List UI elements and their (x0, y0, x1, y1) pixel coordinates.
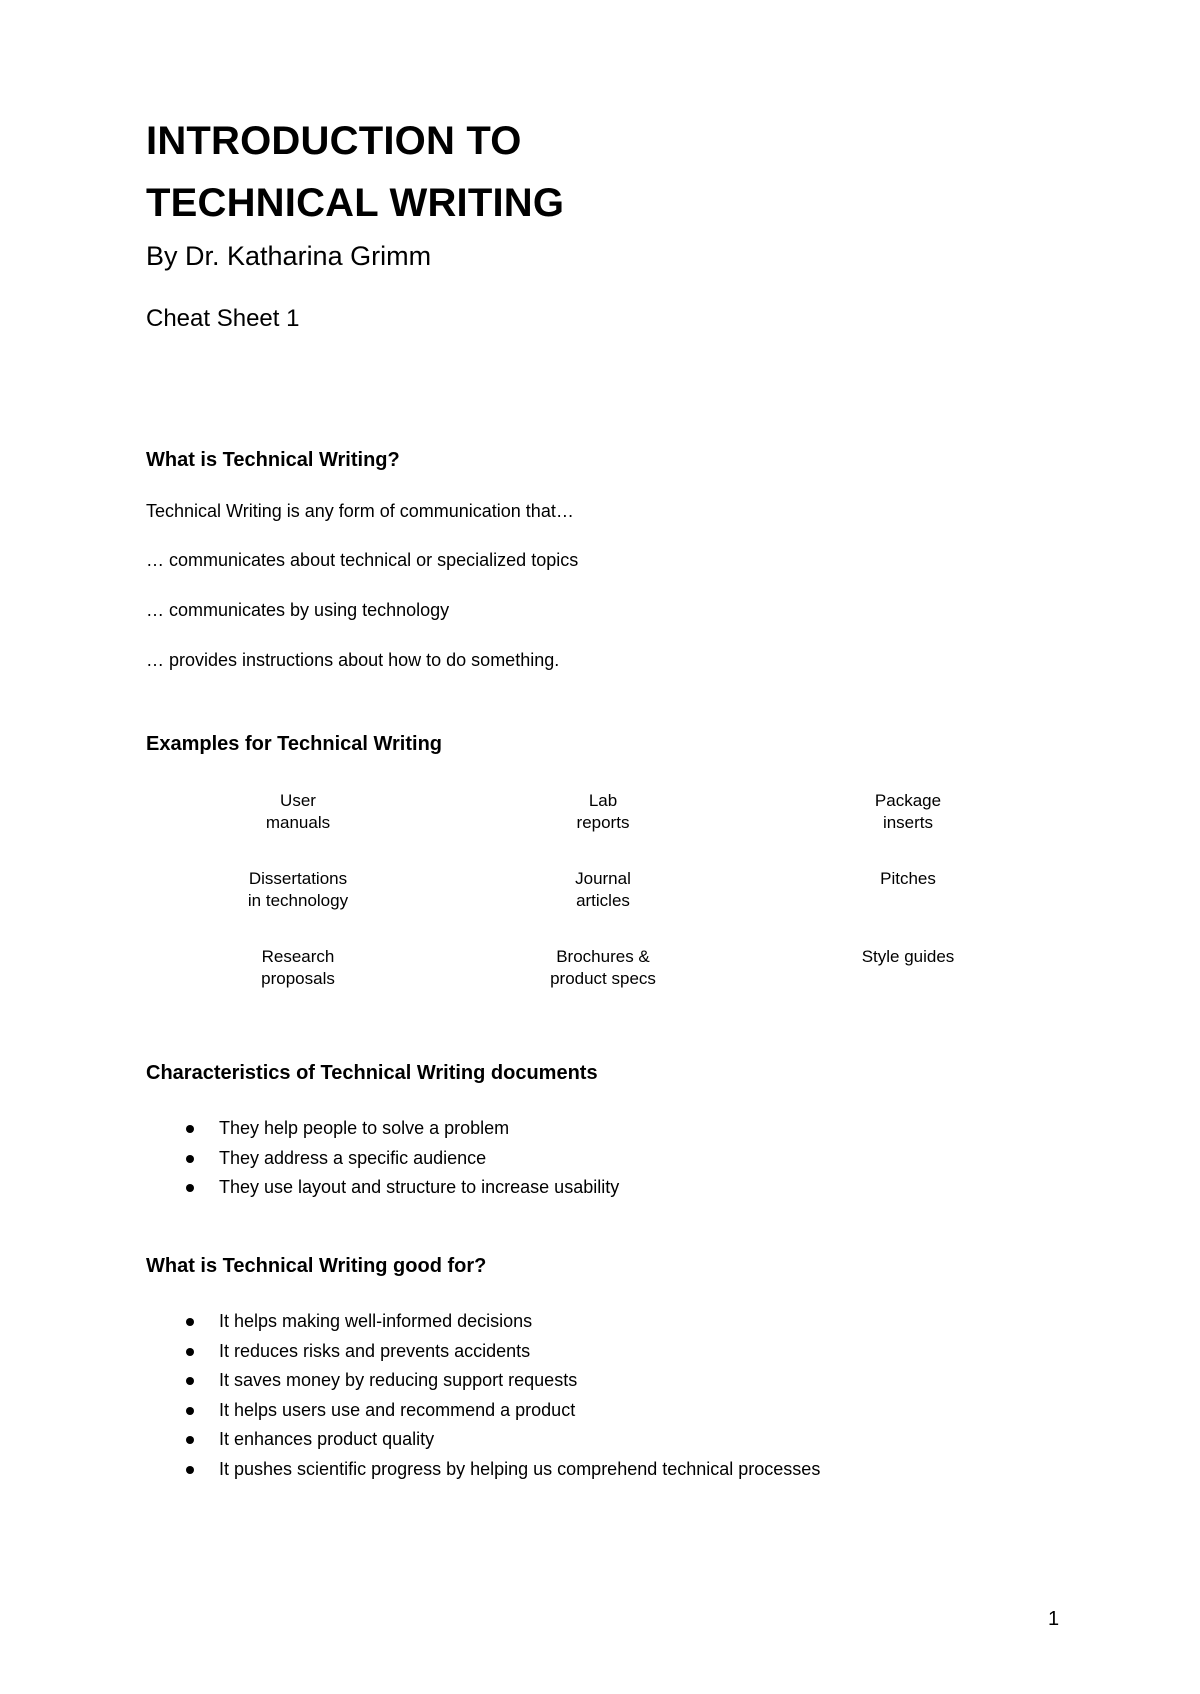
list-item (146, 1337, 820, 1367)
bullet-icon (186, 1436, 194, 1444)
example-item: Pitches (880, 869, 936, 888)
definition-point-topics: … communicates about technical or specialized topics (146, 550, 579, 570)
page-number: 1 (1048, 1608, 1060, 1630)
example-item: Style guides (861, 947, 955, 966)
list-item (146, 1114, 619, 1144)
example-item: Journal articles (575, 869, 631, 910)
section-heading-what-is: What is Technical Writing? (146, 449, 400, 471)
example-item: Package inserts (874, 791, 942, 832)
bullet-icon (186, 1318, 194, 1326)
definition-point-instructions: … provides instructions about how to do something. (146, 650, 560, 670)
list-item (146, 1307, 820, 1337)
list-item (146, 1366, 820, 1396)
benefits-list (146, 1307, 820, 1484)
examples-row (146, 868, 1058, 946)
bullet-icon (186, 1377, 194, 1385)
title-line-2: TECHNICAL WRITING (146, 181, 565, 225)
list-item (146, 1144, 619, 1174)
list-item-text: They use layout and structure to increase usability (219, 1177, 620, 1197)
section-heading-characteristics: Characteristics of Technical Writing documents (146, 1062, 598, 1084)
list-item-text: They help people to solve a problem (219, 1118, 510, 1138)
bullet-icon (186, 1125, 194, 1133)
bullet-icon (186, 1407, 194, 1415)
list-item (146, 1455, 820, 1485)
example-item: Brochures & product specs (550, 947, 656, 988)
cheat-sheet-label: Cheat Sheet 1 (146, 305, 300, 332)
list-item-text: It enhances product quality (219, 1429, 435, 1449)
examples-row (146, 790, 1058, 868)
title-line-1: INTRODUCTION TO (146, 119, 522, 163)
section-heading-examples: Examples for Technical Writing (146, 733, 442, 755)
author-line: By Dr. Katharina Grimm (146, 241, 432, 271)
bullet-icon (186, 1184, 194, 1192)
bullet-icon (186, 1348, 194, 1356)
definition-point-technology: … communicates by using technology (146, 600, 450, 620)
list-item (146, 1425, 820, 1455)
example-item: Lab reports (576, 791, 630, 832)
example-item: User manuals (265, 791, 331, 832)
examples-grid (146, 790, 1058, 1006)
definition-paragraph: Technical Writing is any form of communication that… (146, 501, 574, 521)
list-item-text: It reduces risks and prevents accidents (219, 1340, 531, 1361)
bullet-icon (186, 1466, 194, 1474)
list-item-text: It helps users use and recommend a product (219, 1399, 576, 1420)
example-item: Dissertations in technology (247, 869, 349, 910)
list-item-text: It pushes scientific progress by helping us comprehend technical processes (219, 1458, 821, 1479)
example-item: Research proposals (261, 947, 335, 988)
list-item-text: It helps making well-informed decisions (219, 1311, 533, 1331)
section-heading-good-for: What is Technical Writing good for? (146, 1255, 487, 1277)
examples-row (146, 946, 1058, 1006)
list-item-text: It saves money by reducing support requests (219, 1370, 578, 1390)
characteristics-list (146, 1114, 619, 1203)
list-item-text: They address a specific audience (219, 1147, 487, 1168)
bullet-icon (186, 1155, 194, 1163)
list-item (146, 1396, 820, 1426)
list-item (146, 1173, 619, 1203)
